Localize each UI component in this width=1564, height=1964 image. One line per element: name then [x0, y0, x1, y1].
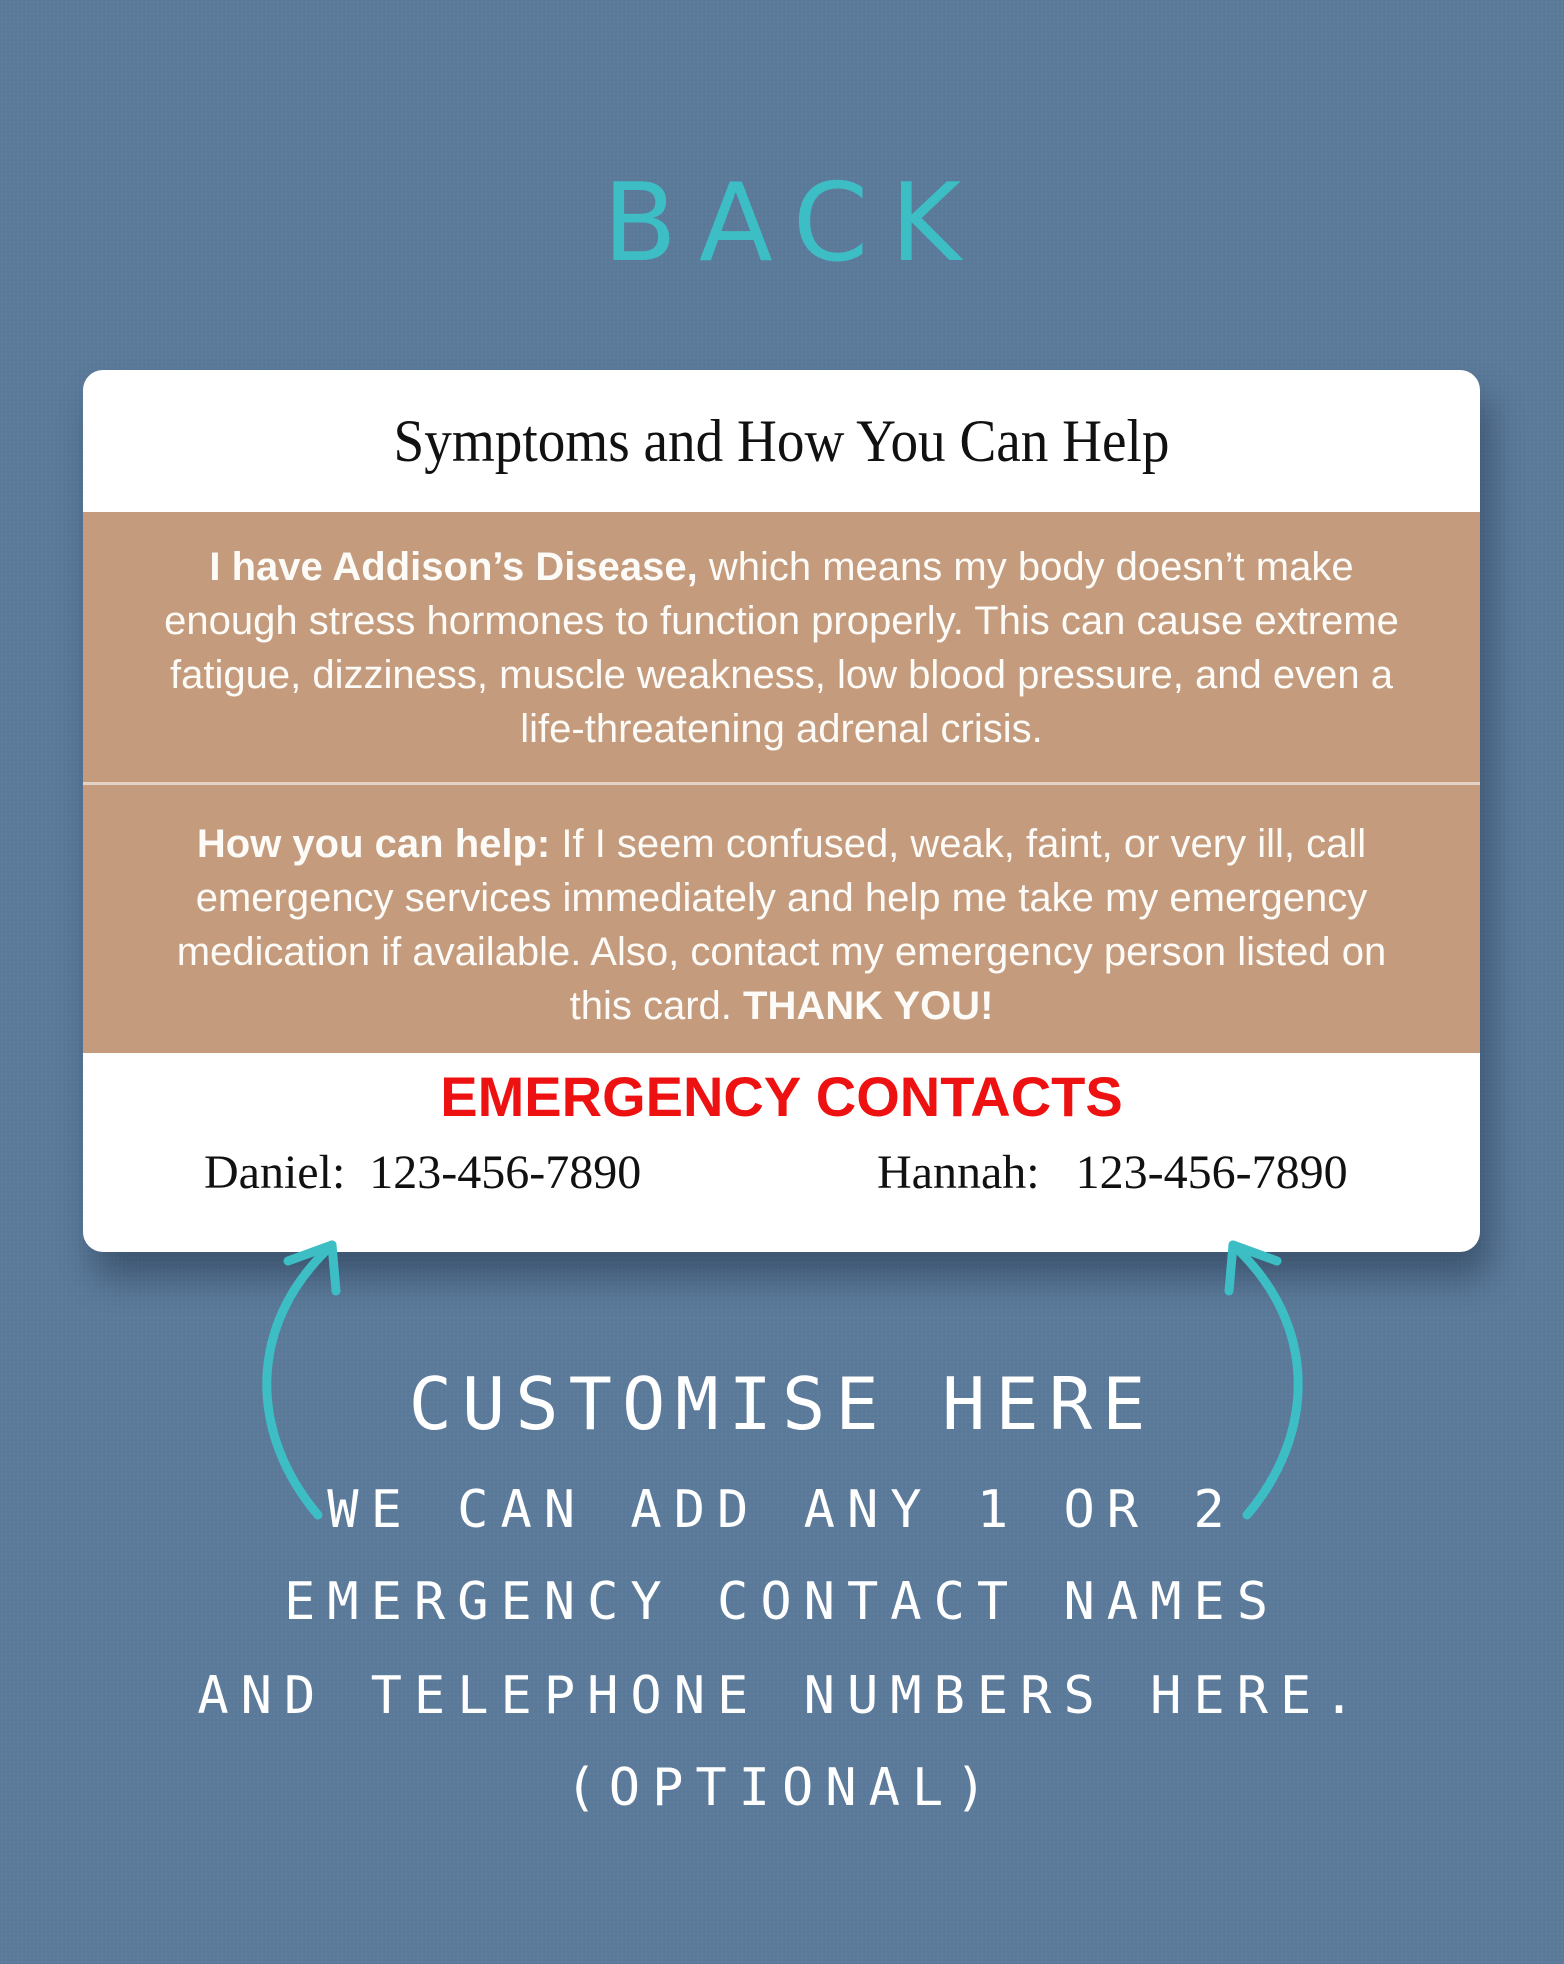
emergency-contacts-heading: EMERGENCY CONTACTS	[440, 1065, 1123, 1128]
customise-line-1: WE CAN ADD ANY 1 OR 2	[327, 1480, 1237, 1540]
contact-daniel: Daniel: 123-456-7890	[204, 1146, 642, 1199]
customise-line-4: (OPTIONAL)	[565, 1758, 999, 1818]
medical-card	[83, 370, 1480, 1252]
condition-bold-text: I have Addison’s Disease,	[209, 545, 698, 589]
card-title: Symptoms and How You Can Help	[393, 407, 1170, 474]
thank-you-text: THANK YOU!	[743, 984, 994, 1028]
contacts-row	[83, 1129, 1480, 1219]
condition-section	[83, 512, 1480, 782]
contact-hannah: Hannah: 123-456-7890	[877, 1146, 1348, 1199]
customise-title: CUSTOMISE HERE	[408, 1362, 1156, 1446]
customise-line-3: AND TELEPHONE NUMBERS HERE.	[197, 1666, 1367, 1726]
condition-text: which means my body doesn’t make enough stress hormones to function properly. This can cause extreme fatigue, dizziness, muscle weakness, low blood pressure, and even a life-threatening adrenal crisis.	[164, 545, 1399, 751]
help-bold-text: How you can help:	[196, 822, 551, 866]
back-heading: BACK	[602, 161, 984, 286]
help-text: If I seem confused, weak, faint, or very ill, call emergency services immediately and help me take my emergency medication if available. Also, contact my emergency person listed on this card.	[176, 822, 1387, 1028]
help-section	[83, 785, 1480, 1053]
customise-line-2: EMERGENCY CONTACT NAMES	[283, 1572, 1281, 1632]
